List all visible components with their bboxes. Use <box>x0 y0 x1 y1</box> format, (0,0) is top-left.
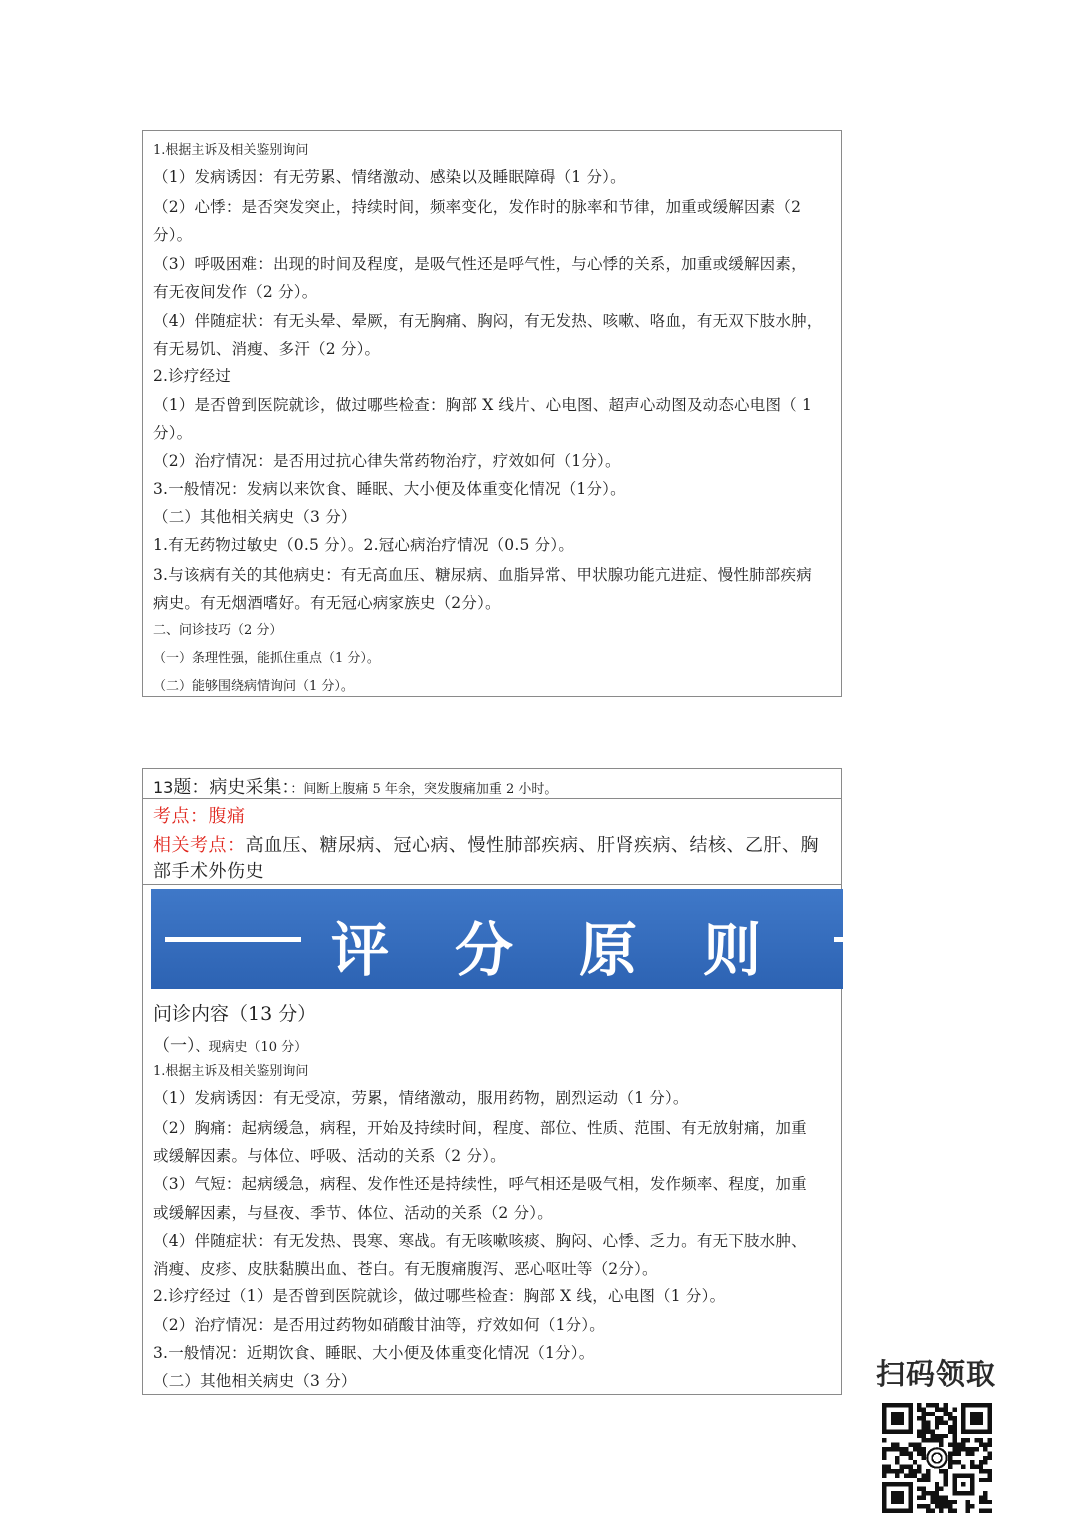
text-line: （1）发病诱因：有无劳累、情绪激动、感染以及睡眠障碍（1 分）。 <box>153 168 626 186</box>
qr-module <box>935 1403 939 1407</box>
qr-module <box>935 1421 939 1425</box>
text-line: 或缓解因素，与昼夜、季节、体位、活动的关系（2 分）。 <box>153 1204 553 1222</box>
text-line: 消瘦、皮疹、皮肤黏膜出血、苍白。有无腹痛腹泻、恶心呕吐等（2分）。 <box>153 1260 658 1278</box>
qr-module <box>926 1425 930 1429</box>
qr-module <box>930 1500 934 1504</box>
qr-module <box>979 1500 983 1504</box>
qr-module <box>904 1473 908 1477</box>
qr-module <box>922 1473 926 1477</box>
qr-module <box>908 1465 912 1469</box>
content-title: 问诊内容（13 分） <box>153 1003 317 1025</box>
text-line: 或缓解因素。与体位、呼吸、活动的关系（2 分）。 <box>153 1147 506 1165</box>
qr-module <box>922 1434 926 1438</box>
qr-module <box>917 1429 921 1433</box>
text-line: 1.根据主诉及相关鉴别询问 <box>153 143 309 158</box>
qr-module <box>944 1500 948 1504</box>
qr-module <box>935 1434 939 1438</box>
qr-module <box>944 1495 948 1499</box>
scoring-principle-banner <box>151 889 843 989</box>
qr-module <box>988 1469 992 1473</box>
qr-module <box>908 1456 912 1460</box>
qr-module <box>983 1495 987 1499</box>
qr-module <box>939 1469 943 1473</box>
qr-module <box>944 1403 948 1407</box>
qr-module <box>961 1438 965 1442</box>
qr-module <box>895 1473 899 1477</box>
qr-module <box>948 1465 952 1469</box>
qr-module <box>961 1465 965 1469</box>
qr-module <box>913 1460 917 1464</box>
qr-module <box>917 1487 921 1491</box>
qr-module <box>922 1429 926 1433</box>
qr-module <box>926 1429 930 1433</box>
qr-module <box>970 1460 974 1464</box>
sub-title-prefix: （一） <box>153 1036 196 1056</box>
qr-module <box>988 1456 992 1460</box>
qr-module <box>900 1465 904 1469</box>
qr-module <box>926 1491 930 1495</box>
text-line: 3.一般情况：发病以来饮食、睡眠、大小便及体重变化情况（1分）。 <box>153 480 626 498</box>
qr-module <box>913 1443 917 1447</box>
text-line: （3）气短：起病缓急，病程、发作性还是持续性，呼气相还是吸气相，发作频率、程度，加重 <box>153 1175 807 1193</box>
qr-module <box>979 1469 983 1473</box>
qr-module <box>988 1478 992 1482</box>
text-line: （2）治疗情况：是否用过抗心律失常药物治疗，疗效如何（1分）。 <box>153 452 621 470</box>
question-header <box>153 773 833 799</box>
qr-module <box>930 1429 934 1433</box>
qr-module <box>979 1495 983 1499</box>
qr-module <box>939 1487 943 1491</box>
qr-module <box>952 1451 956 1455</box>
qr-module <box>930 1438 934 1442</box>
qr-module <box>917 1465 921 1469</box>
qr-module <box>922 1478 926 1482</box>
qr-module <box>926 1403 930 1407</box>
qr-module <box>957 1451 961 1455</box>
qr-module <box>930 1434 934 1438</box>
qr-module <box>895 1456 899 1460</box>
qr-module <box>983 1478 987 1482</box>
qr-module <box>930 1495 934 1499</box>
qr-module <box>952 1443 956 1447</box>
qr-module <box>917 1478 921 1482</box>
exam-point <box>153 802 833 828</box>
qr-module <box>948 1412 952 1416</box>
qr-module <box>979 1509 983 1513</box>
qr-module <box>979 1443 983 1447</box>
qr-module <box>948 1429 952 1433</box>
text-line: （一）条理性强，能抓住重点（1 分）。 <box>153 651 380 666</box>
qr-module <box>952 1421 956 1425</box>
exam-point-label: 考点： <box>153 806 209 827</box>
qr-module <box>966 1504 970 1508</box>
qr-module <box>922 1451 926 1455</box>
text-line: 分）。 <box>153 226 193 244</box>
text-line: 有无夜间发作（2 分）。 <box>153 283 318 301</box>
qr-module <box>922 1416 926 1420</box>
qr-module <box>922 1495 926 1499</box>
qr-module <box>886 1447 890 1451</box>
text-line: （2）胸痛：起病缓急，病程，开始及持续时间，程度、部位、性质、范围、有无放射痛，加重 <box>153 1119 807 1137</box>
text-line: 分）。 <box>153 424 193 442</box>
qr-module <box>944 1504 948 1508</box>
qr-module <box>952 1416 956 1420</box>
qr-module <box>983 1456 987 1460</box>
qr-module <box>952 1429 956 1433</box>
qr-module <box>983 1443 987 1447</box>
qr-module <box>904 1451 908 1455</box>
qr-module <box>900 1469 904 1473</box>
qr-module <box>974 1438 978 1442</box>
text-line: 1.根据主诉及相关鉴别询问 <box>153 1064 309 1079</box>
qr-module <box>948 1456 952 1460</box>
qr-module <box>957 1447 961 1451</box>
text-line: （2）心悸：是否突发突止，持续时间，频率变化，发作时的脉率和节律，加重或缓解因素（2 <box>153 198 802 216</box>
qr-module <box>957 1443 961 1447</box>
text-line: 病史。有无烟酒嗜好。有无冠心病家族史（2分）。 <box>153 594 501 612</box>
qr-module <box>944 1482 948 1486</box>
qr-module <box>917 1451 921 1455</box>
qr-module <box>926 1412 930 1416</box>
text-line: 二、问诊技巧（2 分） <box>153 623 283 638</box>
text-line: 2.诊疗经过（1）是否曾到医院就诊，做过哪些检查：胸部 X 线，心电图（1 分）。 <box>153 1287 726 1305</box>
divider <box>143 884 841 885</box>
qr-module <box>926 1438 930 1442</box>
qr-module <box>922 1447 926 1451</box>
banner-dash-left <box>165 937 301 942</box>
related-label: 相关考点： <box>153 835 246 856</box>
qr-module <box>944 1434 948 1438</box>
text-line: （二）其他相关病史（3 分） <box>153 508 357 526</box>
qr-module <box>886 1465 890 1469</box>
qr-module <box>952 1509 956 1513</box>
question-text: ：间断上腹痛 5 年余，突发腹痛加重 2 小时。 <box>290 782 558 797</box>
qr-module <box>926 1504 930 1508</box>
qr-module <box>935 1407 939 1411</box>
qr-module <box>983 1491 987 1495</box>
qr-module <box>948 1460 952 1464</box>
qr-module <box>944 1473 948 1477</box>
qr-module <box>900 1447 904 1451</box>
qr-module <box>970 1504 974 1508</box>
qr-module <box>988 1500 992 1504</box>
qr-module <box>917 1469 921 1473</box>
sub-title-text: 、现病史（10 分） <box>195 1040 308 1055</box>
qr-module <box>974 1465 978 1469</box>
text-line: （4）伴随症状：有无发热、畏寒、寒战。有无咳嗽咳痰、胸闷、心悸、乏力。有无下肢水肿、 <box>153 1232 807 1250</box>
qr-module <box>922 1456 926 1460</box>
qr-module <box>948 1451 952 1455</box>
qr-module <box>966 1438 970 1442</box>
qr-module <box>882 1473 886 1477</box>
qr-module <box>917 1416 921 1420</box>
qr-module <box>988 1438 992 1442</box>
qr-module <box>908 1443 912 1447</box>
qr-module <box>961 1447 965 1451</box>
text-line: （2）治疗情况：是否用过药物如硝酸甘油等，疗效如何（1分）。 <box>153 1316 605 1334</box>
qr-module <box>939 1504 943 1508</box>
qr-module <box>935 1487 939 1491</box>
text-line: 3.一般情况：近期饮食、睡眠、大小便及体重变化情况（1分）。 <box>153 1344 595 1362</box>
qr-module <box>922 1438 926 1442</box>
qr-module <box>952 1407 956 1411</box>
qr-module <box>944 1407 948 1411</box>
text-line: （二）能够围绕病情询问（1 分）。 <box>153 679 354 694</box>
qr-module <box>935 1482 939 1486</box>
qr-module <box>935 1495 939 1499</box>
qr-module <box>935 1491 939 1495</box>
qr-module <box>922 1407 926 1411</box>
qr-module <box>895 1443 899 1447</box>
qr-module <box>882 1465 886 1469</box>
qr-module <box>882 1456 886 1460</box>
qr-module <box>970 1465 974 1469</box>
qr-module <box>944 1412 948 1416</box>
qr-module <box>983 1447 987 1451</box>
qr-module <box>917 1407 921 1411</box>
qr-module <box>939 1421 943 1425</box>
qr-module <box>939 1509 943 1513</box>
qr-module <box>904 1465 908 1469</box>
qr-module <box>935 1416 939 1420</box>
qr-module <box>966 1500 970 1504</box>
qr-module <box>944 1478 948 1482</box>
qr-module <box>895 1447 899 1451</box>
qr-module <box>900 1451 904 1455</box>
qr-module <box>930 1491 934 1495</box>
qr-module <box>961 1443 965 1447</box>
qr-module <box>948 1500 952 1504</box>
qr-module <box>966 1451 970 1455</box>
banner-title: 评分原则 <box>331 916 828 984</box>
qr-module <box>926 1509 930 1513</box>
text-line: 2.诊疗经过 <box>153 367 231 385</box>
qr-module <box>988 1443 992 1447</box>
qr-module <box>970 1451 974 1455</box>
qr-module <box>891 1447 895 1451</box>
qr-module <box>952 1434 956 1438</box>
qr-module <box>926 1469 930 1473</box>
qr-module <box>948 1443 952 1447</box>
qr-module <box>939 1407 943 1411</box>
question-number: 13 <box>153 778 174 797</box>
qr-module <box>917 1447 921 1451</box>
qr-module <box>939 1438 943 1442</box>
qr-module <box>908 1451 912 1455</box>
qr-module <box>882 1438 886 1442</box>
qr-module <box>939 1495 943 1499</box>
qr-module <box>882 1447 886 1451</box>
text-line: （4）伴随症状：有无头晕、晕厥，有无胸痛、胸闷，有无发热、咳嗽、咯血，有无双下肢水肿， <box>153 312 823 330</box>
qr-module <box>913 1473 917 1477</box>
related-points <box>153 831 833 857</box>
text-line: （1）是否曾到医院就诊，做过哪些检查：胸部 X 线片、心电图、超声心动图及动态心电图（ 1 <box>153 396 813 414</box>
qr-module <box>983 1460 987 1464</box>
qr-module <box>988 1473 992 1477</box>
qr-module <box>966 1509 970 1513</box>
qr-module <box>895 1460 899 1464</box>
qr-module <box>935 1500 939 1504</box>
text-line: 1.有无药物过敏史（0.5 分）。2.冠心病治疗情况（0.5 分）。 <box>153 536 575 554</box>
qr-module <box>979 1460 983 1464</box>
qr-module <box>930 1412 934 1416</box>
qr-module <box>891 1443 895 1447</box>
qr-module <box>930 1403 934 1407</box>
qr-module <box>952 1447 956 1451</box>
qr-module <box>926 1421 930 1425</box>
qr-module <box>922 1425 926 1429</box>
qr-module <box>948 1416 952 1420</box>
qr-module <box>904 1447 908 1451</box>
qr-module <box>891 1469 895 1473</box>
text-line: （3）呼吸困难：出现的时间及程度，是吸气性还是呼气性，与心悸的关系，加重或缓解因素， <box>153 255 807 273</box>
qr-module <box>917 1403 921 1407</box>
qr-module <box>882 1451 886 1455</box>
qr-title: 扫码领取 <box>876 1357 997 1391</box>
qr-module <box>979 1438 983 1442</box>
qr-module <box>926 1473 930 1477</box>
related-line-1: 高血压、糖尿病、冠心病、慢性肺部疾病、肝肾疾病、结核、乙肝、胸 <box>245 835 819 856</box>
qr-module <box>922 1421 926 1425</box>
qr-module <box>988 1509 992 1513</box>
qr-module <box>917 1504 921 1508</box>
qr-module <box>939 1434 943 1438</box>
qr-module <box>917 1434 921 1438</box>
qr-module <box>952 1438 956 1442</box>
qr-module <box>966 1447 970 1451</box>
qr-module <box>913 1469 917 1473</box>
qr-module <box>979 1478 983 1482</box>
qr-module <box>948 1425 952 1429</box>
qr-module <box>974 1447 978 1451</box>
qr-module <box>935 1425 939 1429</box>
qr-module <box>957 1460 961 1464</box>
question-block-13 <box>142 768 842 1395</box>
exam-point-value: 腹痛 <box>208 806 246 827</box>
qr-module <box>939 1500 943 1504</box>
qr-module <box>935 1504 939 1508</box>
qr-module <box>948 1509 952 1513</box>
related-line-2: 部手术外伤史 <box>153 861 264 882</box>
qr-code-icon[interactable] <box>882 1403 992 1513</box>
qr-module <box>882 1469 886 1473</box>
qr-module <box>939 1443 943 1447</box>
qr-module <box>939 1416 943 1420</box>
qr-module <box>952 1425 956 1429</box>
qr-module <box>917 1495 921 1499</box>
qr-module <box>922 1412 926 1416</box>
question-title: 题：病史采集： <box>173 777 291 798</box>
qr-module <box>983 1509 987 1513</box>
qr-module <box>952 1460 956 1464</box>
text-line: （二）其他相关病史（3 分） <box>153 1372 357 1390</box>
qr-module <box>948 1504 952 1508</box>
qr-module <box>952 1500 956 1504</box>
qr-module <box>886 1469 890 1473</box>
qr-module <box>988 1451 992 1455</box>
qr-module <box>944 1421 948 1425</box>
qr-module <box>970 1447 974 1451</box>
qr-module <box>922 1504 926 1508</box>
qr-module <box>922 1487 926 1491</box>
banner-dash-right <box>834 937 843 942</box>
qr-module <box>913 1447 917 1451</box>
sub-title <box>153 1031 833 1056</box>
qr-module <box>983 1469 987 1473</box>
qr-module <box>979 1465 983 1469</box>
qr-module <box>944 1469 948 1473</box>
qr-module <box>908 1473 912 1477</box>
qr-module <box>908 1469 912 1473</box>
qr-module <box>935 1438 939 1442</box>
qr-module <box>917 1443 921 1447</box>
answer-block-12 <box>142 130 842 697</box>
text-line: 3.与该病有关的其他病史：有无高血压、糖尿病、血脂异常、甲状腺功能亢进症、慢性肺部疾病 <box>153 566 812 584</box>
qr-module <box>895 1469 899 1473</box>
qr-module <box>930 1509 934 1513</box>
qr-module <box>926 1478 930 1482</box>
divider <box>143 798 841 799</box>
text-line: 有无易饥、消瘦、多汗（2 分）。 <box>153 340 381 358</box>
qr-module <box>922 1491 926 1495</box>
qr-module <box>983 1500 987 1504</box>
text-line: （1）发病诱因：有无受凉，劳累，情绪激动，服用药物，剧烈运动（1 分）。 <box>153 1089 689 1107</box>
